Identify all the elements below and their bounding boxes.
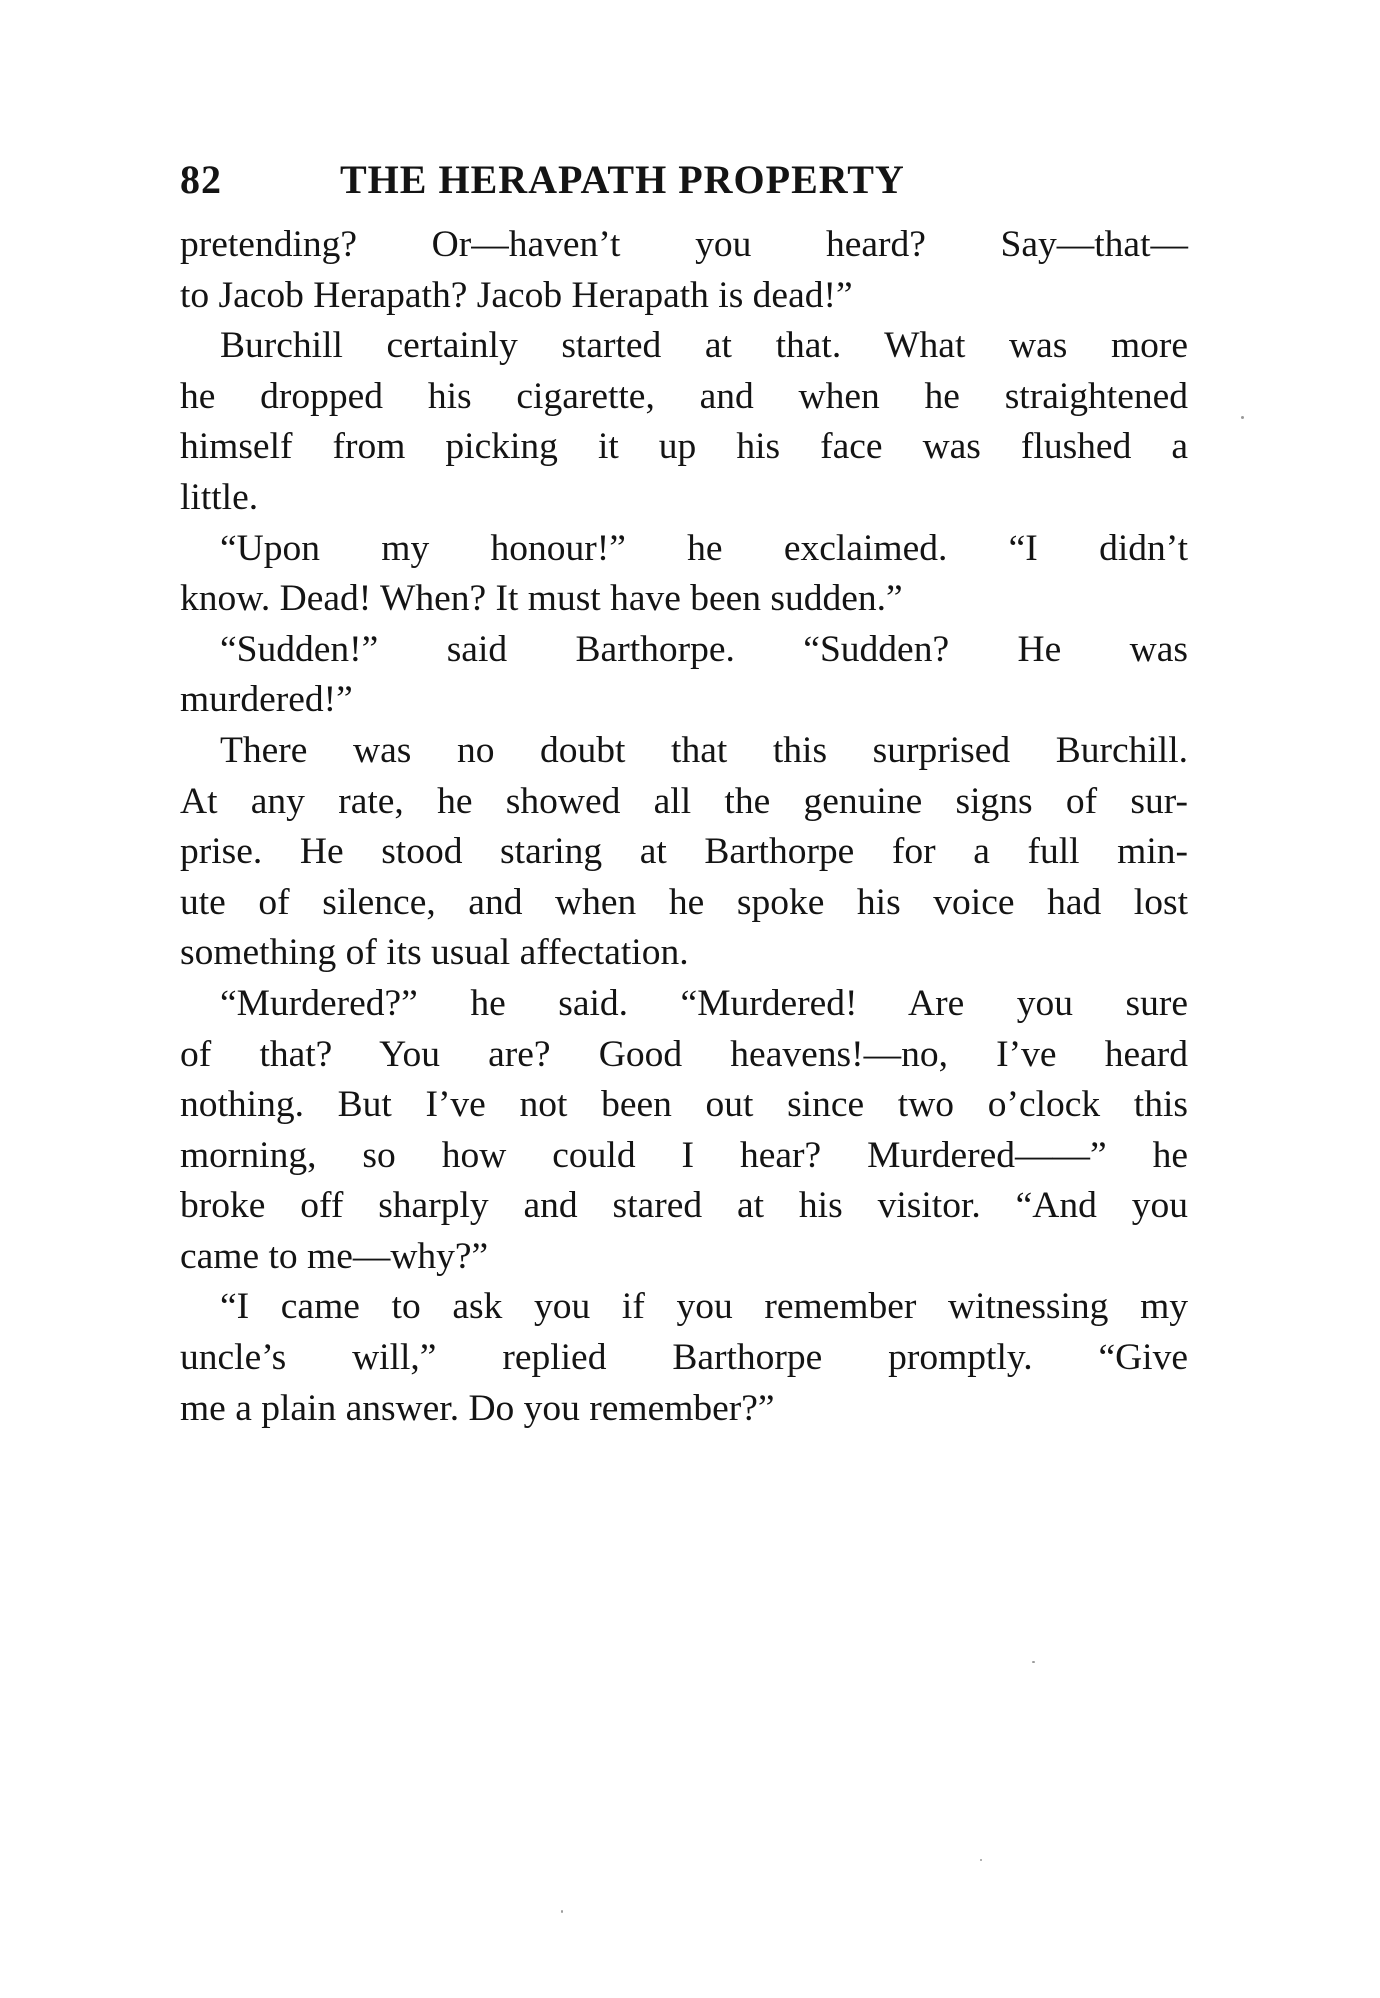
scan-speck [1032,1661,1035,1663]
running-head [180,150,1180,210]
text-line: me a plain answer. Do you remember?” [180,1387,775,1429]
paragraph-first-line: “I came to ask you if you remember witnessing my [220,1286,1188,1328]
text-line: something of its usual affectation. [180,932,689,974]
text-line: nothing. But I’ve not been out since two o’clock this [180,1084,1188,1126]
body-text [180,220,1188,1434]
paragraph-first-line: There was no doubt that this surprised Burchill. [220,729,1188,771]
text-line: pretending? Or—haven’t you heard? Say—that— [180,224,1188,265]
scan-speck [980,1859,982,1861]
running-title: THE HERAPATH PROPERTY [340,157,905,202]
page-number: 82 [180,157,222,202]
paragraph-first-line: “Upon my honour!” he exclaimed. “I didn’t [220,527,1188,569]
paragraph-first-line: “Sudden!” said Barthorpe. “Sudden? He was [220,628,1188,670]
text-line: know. Dead! When? It must have been sudden.” [180,578,903,620]
text-line: At any rate, he showed all the genuine signs of sur- [180,780,1188,822]
text-line: morning, so how could I hear? Murdered——” he [180,1134,1188,1176]
text-line: uncle’s will,” replied Barthorpe promptly. “Give [180,1337,1188,1379]
text-line: himself from picking it up his face was flushed a [180,426,1188,468]
text-line: broke off sharply and stared at his visitor. “And you [180,1185,1188,1227]
text-line: to Jacob Herapath? Jacob Herapath is dead!” [180,274,853,316]
scan-speck [1241,416,1244,419]
paragraph-first-line: “Murdered?” he said. “Murdered! Are you sure [220,982,1188,1024]
paragraph-first-line: Burchill certainly started at that. What was more [220,325,1188,367]
text-line: murdered!” [180,679,353,721]
text-line: of that? You are? Good heavens!—no, I’ve heard [180,1033,1188,1075]
text-line: came to me—why?” [180,1235,489,1277]
text-line: prise. He stood staring at Barthorpe for a full min- [180,831,1188,873]
text-line: he dropped his cigarette, and when he straightened [180,375,1188,417]
scan-speck [561,1910,563,1913]
text-line: little. [180,476,259,518]
text-line: ute of silence, and when he spoke his voice had lost [180,881,1188,923]
